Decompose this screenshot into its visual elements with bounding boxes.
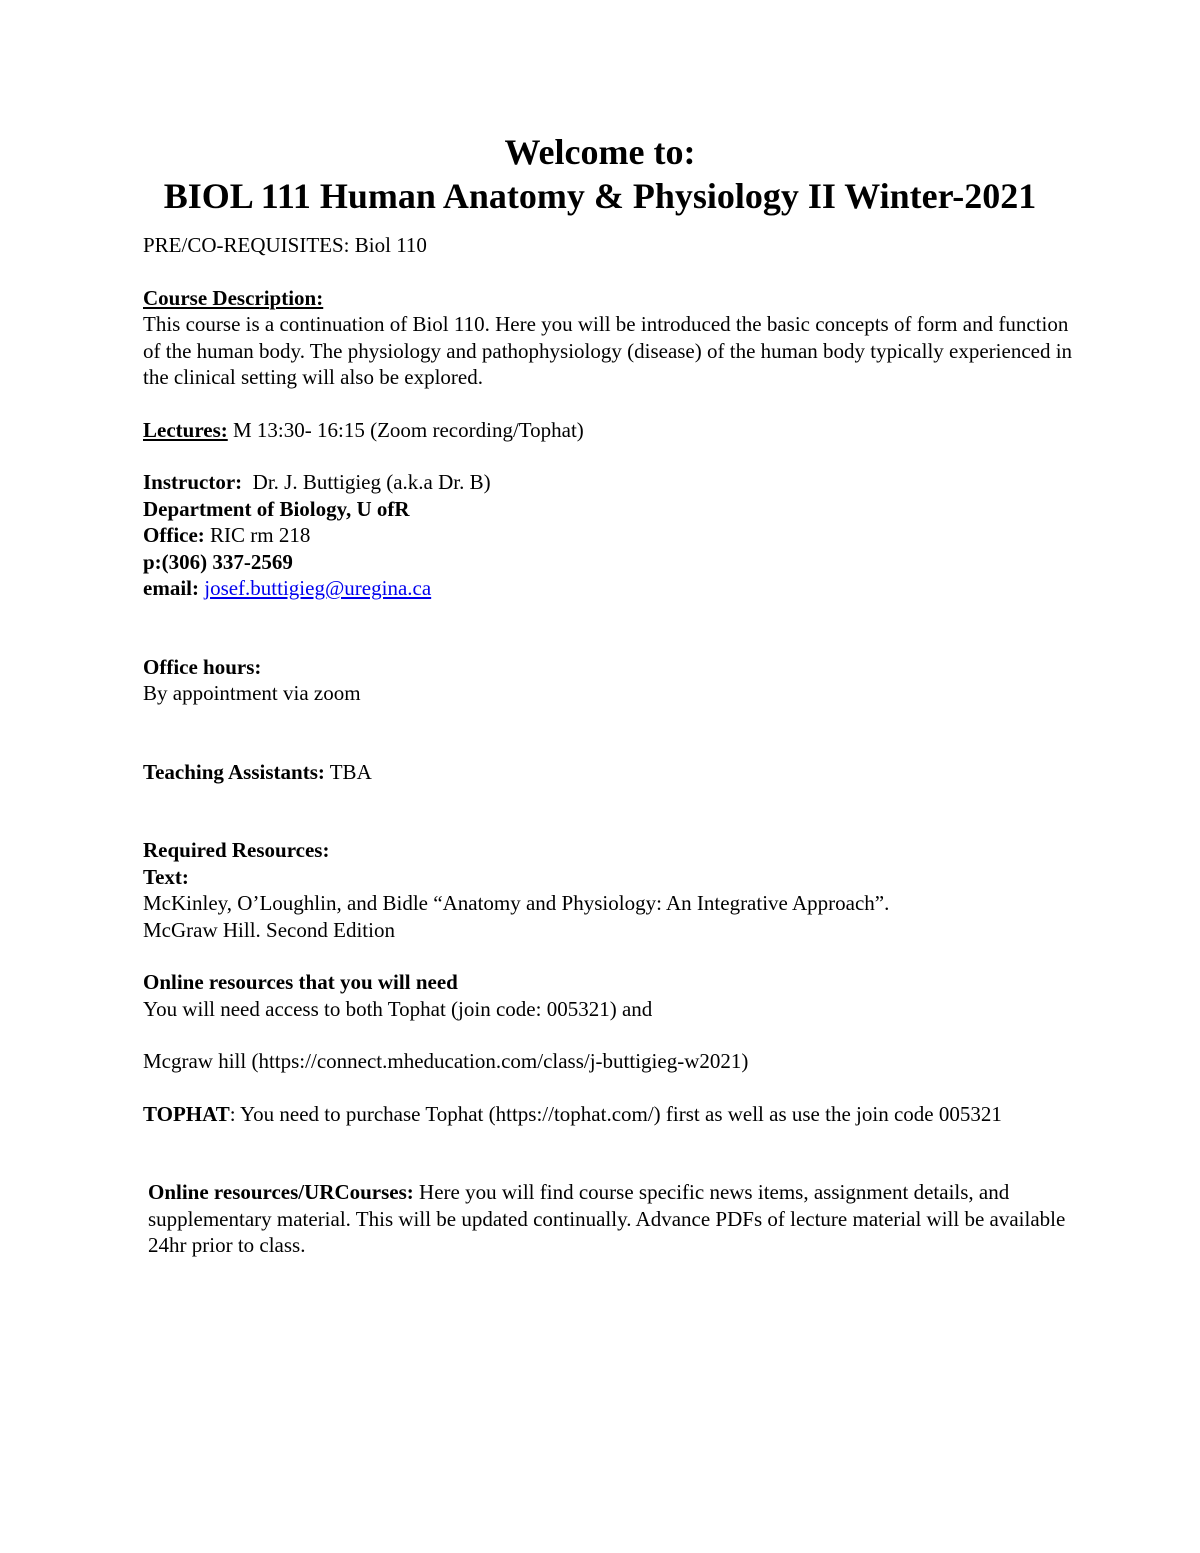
office-hours-heading: Office hours: bbox=[143, 654, 262, 679]
teaching-assistants-value: TBA bbox=[324, 759, 372, 784]
required-resources-heading: Required Resources: bbox=[143, 838, 330, 862]
online-resources-heading: Online resources that you will need bbox=[143, 970, 458, 994]
title-welcome: Welcome to: bbox=[504, 132, 696, 172]
urcourses-label: Online resources/URCourses: bbox=[148, 1180, 414, 1204]
document-body bbox=[143, 232, 1083, 1259]
office bbox=[143, 522, 1083, 549]
office-hours-value: By appointment via zoom bbox=[143, 681, 361, 705]
department: Department of Biology, U ofR bbox=[143, 496, 410, 521]
office-label: Office: bbox=[143, 523, 205, 547]
lectures bbox=[143, 417, 1083, 444]
phone: p:(306) 337-2569 bbox=[143, 549, 293, 574]
instructor bbox=[143, 469, 1083, 496]
document-title bbox=[0, 130, 1200, 218]
tophat-label: TOPHAT bbox=[143, 1101, 230, 1126]
title-course: BIOL 111 Human Anatomy & Physiology II Winter-2021 bbox=[163, 176, 1037, 216]
text-label: Text: bbox=[143, 864, 189, 889]
urcourses-value: Here you will find course specific news items, assignment details, and supplementary material. This will be updated continually. Advance PDFs of lecture material will be available 24hr prior to class. bbox=[148, 1180, 1066, 1257]
course-description-body: This course is a continuation of Biol 110. Here you will be introduced the basic concepts of form and function of the human body. The physiology and pathophysiology (disease) of the human body typically experienced in the clinical setting will also be explored. bbox=[143, 312, 1073, 389]
teaching-assistants-label: Teaching Assistants: bbox=[143, 759, 325, 784]
lectures-value: M 13:30- 16:15 (Zoom recording/Tophat) bbox=[227, 417, 584, 442]
course-description-label: Course Description: bbox=[143, 285, 324, 310]
office-value: RIC rm 218 bbox=[204, 523, 311, 547]
urcourses bbox=[143, 1179, 1083, 1259]
tophat bbox=[143, 1101, 1083, 1128]
instructor-label: Instructor: bbox=[143, 470, 243, 494]
prerequisites: PRE/CO-REQUISITES: Biol 110 bbox=[143, 233, 427, 257]
textbook-line2: McGraw Hill. Second Edition bbox=[143, 917, 395, 942]
online-resources-line2: Mcgraw hill (https://connect.mheducation.com/class/j-buttigieg-w2021) bbox=[143, 1049, 749, 1073]
email-link[interactable]: josef.buttigieg@uregina.ca bbox=[204, 576, 432, 600]
online-resources-line1: You will need access to both Tophat (join code: 005321) and bbox=[143, 996, 653, 1021]
email-label: email: bbox=[143, 576, 199, 600]
course-description-heading bbox=[143, 285, 1083, 312]
lectures-label: Lectures: bbox=[143, 417, 228, 442]
instructor-value: Dr. J. Buttigieg (a.k.a Dr. B) bbox=[242, 470, 491, 494]
tophat-value: : You need to purchase Tophat (https://tophat.com/) first as well as use the join code 005321 bbox=[229, 1101, 1002, 1126]
textbook-line1: McKinley, O’Loughlin, and Bidle “Anatomy and Physiology: An Integrative Approach”. bbox=[143, 891, 890, 915]
teaching-assistants bbox=[143, 759, 1083, 786]
email bbox=[143, 575, 1083, 602]
